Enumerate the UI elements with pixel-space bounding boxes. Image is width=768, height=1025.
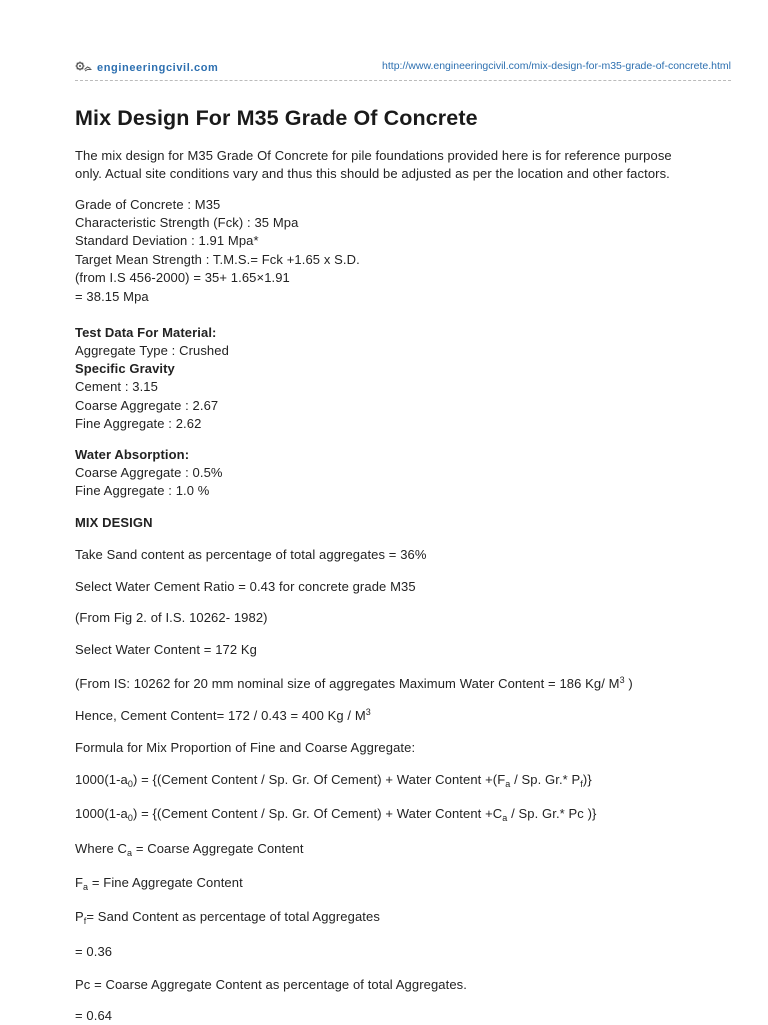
spec-from-is: (from I.S 456-2000) = 35+ 1.65×1.91 [75, 270, 290, 285]
intro-line-1: The mix design for M35 Grade Of Concrete for pile foundations provided here is for reference purpose [75, 148, 672, 163]
water-absorption-heading: Water Absorption: [75, 447, 190, 462]
formula-coarse-aggregate: $1000(1-a_0)$ = {(Cement Content / Sp. Gr. Of Cement) + Water Content $+C_a / Sp$. Gr.* Pc )} [75, 806, 597, 823]
water-content: Select Water Content = 172 Kg [75, 642, 257, 657]
intro-line-2: only. Actual site conditions vary and thus this should be adjusted as per the location and other factors. [75, 166, 670, 181]
pc-value: = 0.64 [75, 1008, 113, 1023]
pf-definition: $P_f=$ Sand Content as percentage of total Aggregates [75, 909, 380, 926]
test-data-heading: Test Data For Material: [75, 325, 217, 340]
site-logo[interactable] [75, 60, 218, 75]
page-url-link[interactable]: http://www.engineeringcivil.com/mix-design-for-m35-grade-of-concrete.html [382, 60, 731, 72]
header-divider [75, 80, 731, 81]
sg-fine: Fine Aggregate : 2.62 [75, 416, 202, 431]
site-name: engineeringcivil.com [97, 61, 219, 74]
sg-coarse: Coarse Aggregate : 2.67 [75, 398, 219, 413]
where-ca: Where $C_a$ = Coarse Aggregate Content [75, 841, 304, 858]
spec-sd: Standard Deviation : 1.91 Mpa* [75, 233, 259, 248]
sg-cement: Cement : 3.15 [75, 379, 158, 394]
spec-result: = 38.15 Mpa [75, 289, 149, 304]
water-cement-ratio: Select Water Cement Ratio = 0.43 for concrete grade M35 [75, 579, 416, 594]
page-title: Mix Design For M35 Grade Of Concrete [75, 106, 478, 130]
cement-content: Hence, Cement Content= 172 / 0.43 = 400 Kg / $M^3$ [75, 707, 371, 723]
pf-value: = 0.36 [75, 944, 113, 959]
spec-tms: Target Mean Strength : T.M.S.= Fck +1.65 x S.D. [75, 252, 360, 267]
aggregate-type: Aggregate Type : Crushed [75, 343, 229, 358]
spec-fck: Characteristic Strength (Fck) : 35 Mpa [75, 215, 299, 230]
sand-content: Take Sand content as percentage of total aggregates = 36% [75, 547, 427, 562]
formula-fine-aggregate: $1000(1-a_0)$ = {(Cement Content / Sp. Gr. Of Cement) + Water Content $+(F_a / Sp$. Gr.* $P_f$)} [75, 772, 592, 789]
absorption-coarse: Coarse Aggregate : 0.5% [75, 465, 223, 480]
absorption-fine: Fine Aggregate : 1.0 % [75, 483, 210, 498]
fig-reference: (From Fig 2. of I.S. 10262- 1982) [75, 610, 268, 625]
max-water-content: (From IS: 10262 for 20 mm nominal size of aggregates Maximum Water Content = 186 Kg/ $M^3$ ) [75, 675, 633, 691]
fa-definition: $F_a$ = Fine Aggregate Content [75, 875, 243, 892]
spec-grade: Grade of Concrete : M35 [75, 197, 221, 212]
pc-definition: Pc = Coarse Aggregate Content as percentage of total Aggregates. [75, 977, 467, 992]
specific-gravity-heading: Specific Gravity [75, 361, 175, 376]
mix-design-heading: MIX DESIGN [75, 515, 153, 530]
gear-hand-icon [75, 60, 92, 75]
formula-label: Formula for Mix Proportion of Fine and Coarse Aggregate: [75, 740, 416, 755]
page-header [75, 58, 731, 80]
